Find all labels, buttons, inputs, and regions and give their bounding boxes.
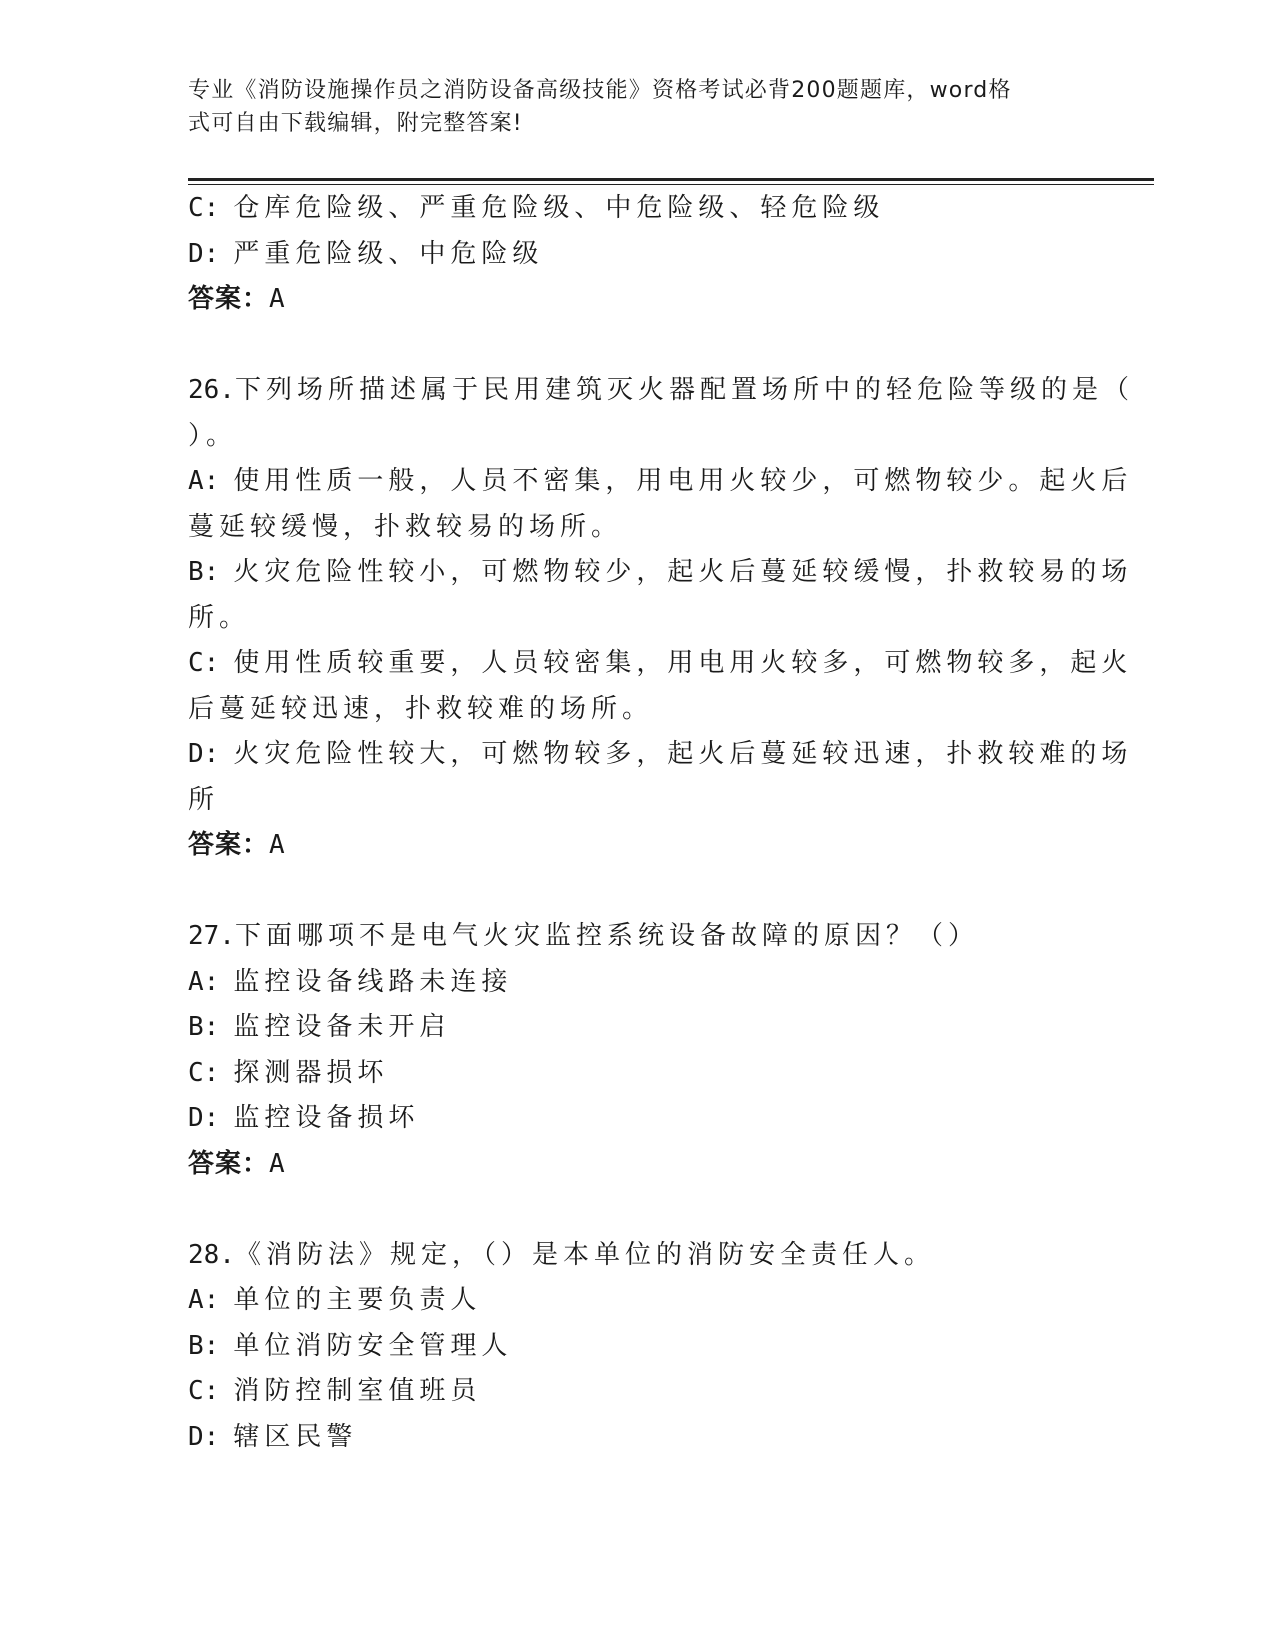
option-prefix: C: [188, 1057, 220, 1088]
option-d [188, 732, 1133, 778]
option-prefix: A: [188, 466, 220, 496]
option-b [188, 1324, 1088, 1370]
option-prefix: B: [188, 557, 220, 587]
option-prefix: D: [188, 1103, 220, 1133]
option-prefix: A: [188, 1285, 220, 1315]
spacer [188, 1187, 1088, 1233]
option-c [188, 1051, 1088, 1097]
option-d [188, 1096, 1088, 1142]
option-a [188, 960, 1088, 1006]
option-prefix: C: [188, 1376, 220, 1406]
question-text-body: 下面哪项不是电气火灾监控系统设备故障的原因？（） [234, 921, 979, 951]
option-c-continued: 后蔓延较迅速，扑救较难的场所。 [188, 693, 654, 724]
spacer [188, 323, 1088, 369]
page-header [188, 74, 1068, 140]
answer-value: A [269, 1148, 286, 1179]
option-text: 探测器损坏 [233, 1057, 389, 1088]
spacer [188, 869, 1088, 915]
option-c [188, 641, 1133, 687]
option-prefix: C: [188, 648, 220, 678]
option-a [188, 459, 1133, 505]
question-number: 26. [188, 375, 235, 405]
option-text: 严重危险级、中危险级 [233, 238, 544, 269]
option-prefix: B: [188, 1330, 220, 1361]
question-27 [188, 914, 1088, 1187]
option-d [188, 232, 1088, 278]
option-prefix: A: [188, 966, 220, 997]
question-text [188, 368, 1134, 414]
question-list [188, 186, 1134, 1460]
option-prefix: D: [188, 739, 220, 769]
question-25-continuation [188, 186, 1088, 323]
option-text: 单位消防安全管理人 [233, 1330, 513, 1361]
header-rule-thin [188, 184, 1154, 185]
option-text: 监控设备线路未连接 [233, 966, 513, 997]
answer-line [188, 277, 1088, 323]
option-c [188, 1369, 1088, 1415]
answer-line [188, 1142, 1088, 1188]
option-text: 仓库危险级、严重危险级、中危险级、轻危险级 [233, 193, 885, 223]
question-28 [188, 1233, 1088, 1461]
option-text: 监控设备损坏 [233, 1103, 420, 1133]
header-rule-thick [188, 178, 1154, 181]
question-26 [188, 368, 1134, 869]
option-text: 单位的主要负责人 [233, 1285, 482, 1315]
option-text: 使用性质一般，人员不密集，用电用火较少，可燃物较少。起火后 [233, 466, 1133, 496]
option-prefix: B: [188, 1012, 220, 1042]
question-text-line-2: ）。 [188, 420, 238, 451]
option-text: 火灾危险性较小，可燃物较少，起火后蔓延较缓慢，扑救较易的场 [233, 557, 1133, 587]
option-text: 监控设备未开启 [233, 1012, 451, 1042]
answer-label: 答案： [188, 1148, 270, 1179]
question-number: 27. [188, 921, 235, 951]
answer-label: 答案： [188, 284, 270, 314]
option-d [188, 1415, 1088, 1461]
option-text: 使用性质较重要，人员较密集，用电用火较多，可燃物较多，起火 [233, 648, 1133, 678]
question-text-body: 《消防法》规定，（）是本单位的消防安全责任人。 [234, 1239, 935, 1270]
answer-label: 答案： [188, 830, 270, 860]
option-text: 火灾危险性较大，可燃物较多，起火后蔓延较迅速，扑救较难的场 [233, 739, 1133, 769]
answer-value: A [269, 830, 286, 860]
option-prefix: D: [188, 1421, 220, 1452]
option-a [188, 1278, 1088, 1324]
option-a-continued: 蔓延较缓慢，扑救较易的场所。 [188, 511, 623, 542]
header-title-line-2: 式可自由下载编辑，附完整答案! [188, 111, 523, 136]
option-text: 辖区民警 [233, 1421, 358, 1452]
answer-line [188, 823, 1088, 869]
option-d-continued: 所 [188, 784, 220, 815]
option-text: 消防控制室值班员 [233, 1376, 482, 1406]
question-number: 28. [188, 1239, 235, 1270]
question-text [188, 1233, 1088, 1279]
answer-value: A [269, 284, 286, 314]
question-text-line-1: 下列场所描述属于民用建筑灭火器配置场所中的轻危险等级的是（ [234, 375, 1134, 405]
question-text [188, 914, 1088, 960]
option-prefix: D: [188, 238, 220, 269]
header-title-line-1: 专业《消防设施操作员之消防设备高级技能》资格考试必背200题题库，word格 [188, 78, 1012, 103]
option-b [188, 550, 1133, 596]
option-prefix: C: [188, 193, 220, 223]
option-b [188, 1005, 1088, 1051]
option-b-continued: 所。 [188, 602, 251, 633]
option-c [188, 186, 1088, 232]
